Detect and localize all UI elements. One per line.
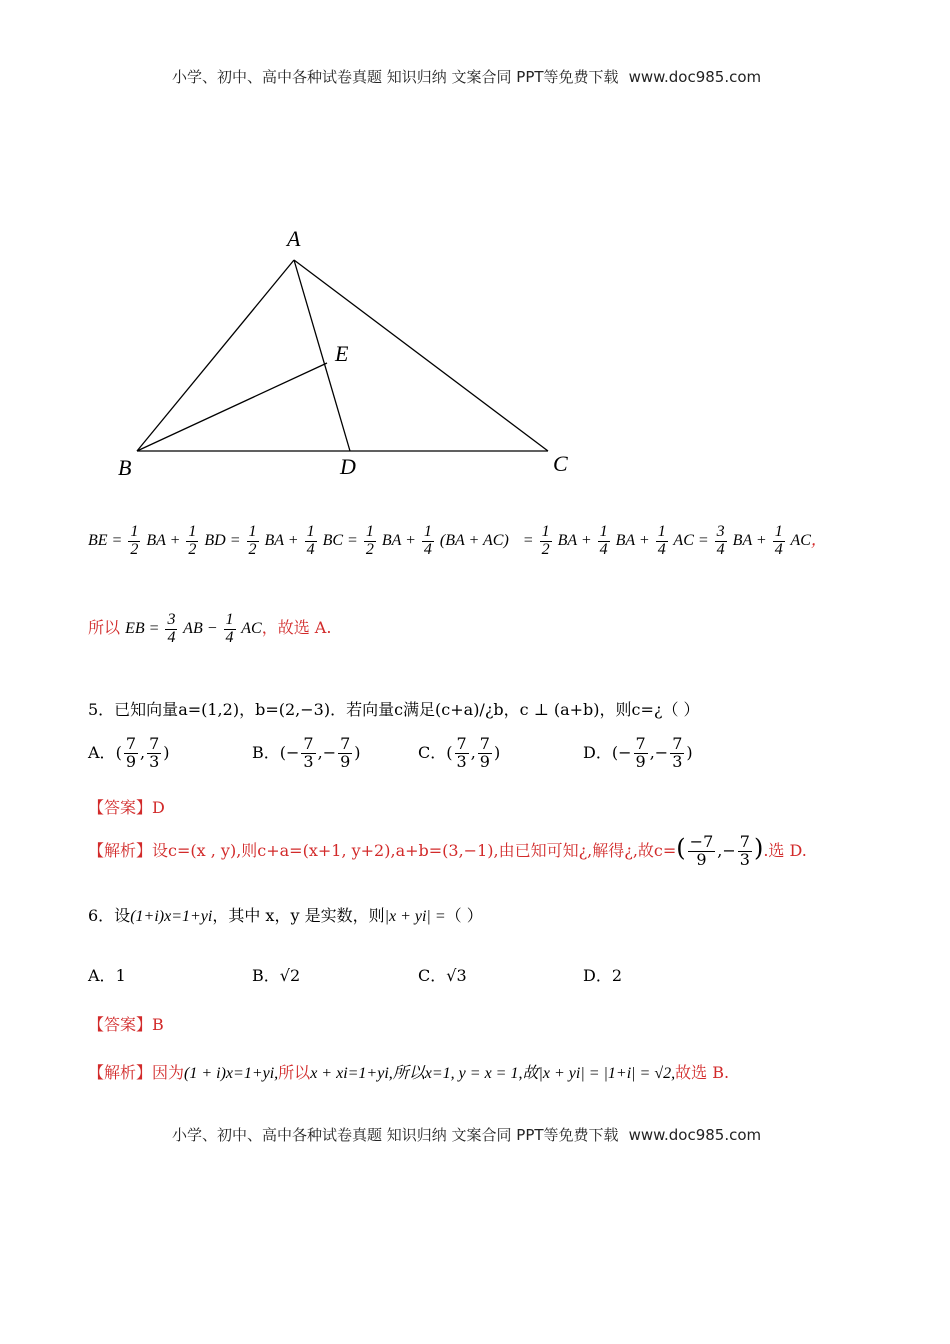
eq-term: BE =: [88, 531, 127, 549]
segment-AB: [137, 260, 294, 451]
analysis-text: 故选 B.: [675, 1063, 730, 1082]
label-A: A: [287, 226, 301, 251]
option-label: B．: [252, 966, 280, 985]
eq-term: BC =: [322, 531, 362, 549]
header-text: 小学、初中、高中各种试卷真题 知识归纳 文案合同 PPT等免费下载: [172, 68, 619, 86]
option-label: A．: [88, 742, 116, 762]
fraction: $\frac{1}{2}$: [541, 523, 550, 558]
analysis-text: 设c=(x , y),则c+a=(x+1, y+2),a+b=(3,−1),由已知可知¿,解得¿,故c=: [152, 841, 677, 860]
q6-paren: （ ）: [445, 906, 483, 925]
q6-number: 6．设: [88, 906, 131, 925]
eq-comma: ，: [810, 531, 827, 549]
eq-term: =: [522, 531, 534, 549]
eq-term: BA +: [146, 531, 185, 549]
option-label: C．: [418, 742, 447, 762]
footer-text: 小学、初中、高中各种试卷真题 知识归纳 文案合同 PPT等免费下载: [172, 1126, 619, 1144]
header-url[interactable]: www.doc985.com: [628, 68, 762, 86]
label-E: E: [335, 341, 349, 366]
conclusion-text: ，故选 A.: [261, 617, 332, 637]
option-value: √2: [279, 966, 301, 985]
analysis-text: 因为: [152, 1063, 185, 1082]
option-label: C．: [418, 966, 447, 985]
eq-term: BD =: [204, 531, 245, 549]
q6-option-d[interactable]: [583, 963, 622, 986]
fraction: $\frac{1}{2}$: [365, 523, 374, 558]
option-label: A．: [88, 966, 116, 985]
q6-abs-expression: |x + yi| =: [384, 908, 446, 925]
fraction: $\frac{3}{4}$: [716, 523, 725, 558]
option-label: D．: [583, 966, 612, 985]
q5-analysis: 【解析】设c=(x , y),则c+a=(x+1, y+2),a+b=(3,−1),由已知可知¿,解得¿,故c=( $\frac{-7}{9}$ ,− $\frac{7}{3}$ ).选 D.: [88, 832, 807, 869]
q5-text-b: b=(2,−3)．若向量: [255, 700, 395, 719]
q6-equation: (1+i)x=1+yi: [130, 908, 213, 925]
fraction: $\frac{1}{4}$: [225, 611, 234, 646]
fraction: $\frac{1}{4}$: [774, 523, 783, 558]
label-C: C: [553, 451, 568, 476]
segment-AC: [294, 260, 548, 451]
q5-option-b[interactable]: B．(− $\frac{7}{3}$ ,− $\frac{7}{9}$ ): [252, 734, 361, 771]
answer-label: 【答案】: [88, 798, 153, 817]
option-value: 2: [611, 966, 623, 985]
fraction: $\frac{1}{4}$: [306, 523, 315, 558]
q6-option-c[interactable]: [418, 963, 467, 986]
fraction: $\frac{1}{2}$: [188, 523, 197, 558]
footer-url[interactable]: www.doc985.com: [628, 1126, 762, 1144]
q5-text-c: c满足(c+a)/¿b，c ⊥ (a+b)，则c=¿（ ）: [394, 700, 700, 719]
q6-answer: [88, 1012, 164, 1035]
analysis-math: x + xi=1+yi,所以x=1, y = x = 1,故|x + yi| = |1+i| = √2,: [310, 1065, 676, 1082]
eq-term: AC: [790, 531, 811, 549]
fraction: $\frac{1}{4}$: [657, 523, 666, 558]
question-5: [88, 697, 700, 720]
page-header: [172, 66, 761, 87]
eq-term: (BA + AC): [439, 531, 509, 549]
option-value: 1: [115, 966, 126, 985]
label-D: D: [340, 454, 356, 479]
eq-term: BA +: [615, 531, 654, 549]
q5-option-d[interactable]: D．(− $\frac{7}{9}$ ,− $\frac{7}{3}$ ): [583, 734, 693, 771]
q5-option-c[interactable]: C．( $\frac{7}{3}$ , $\frac{7}{9}$ ): [418, 734, 501, 771]
fraction: $\frac{1}{4}$: [423, 523, 432, 558]
q5-number: 5．已知向量: [88, 700, 179, 719]
triangle-figure: [100, 220, 600, 490]
analysis-label: 【解析】: [88, 1063, 153, 1082]
eq-term: AB −: [183, 619, 222, 637]
eq-term: EB =: [125, 619, 164, 637]
eq-term: AC =: [673, 531, 713, 549]
analysis-label: 【解析】: [88, 841, 153, 860]
eq-term: BA +: [732, 531, 771, 549]
answer-value: D: [152, 798, 165, 817]
segment-BE: [137, 363, 327, 451]
option-label: D．: [583, 742, 612, 762]
q6-text: ，其中 x，y 是实数，则: [212, 906, 385, 925]
option-value: √3: [446, 966, 467, 985]
analysis-text: 所以: [278, 1063, 311, 1082]
eq-term: BA +: [381, 531, 420, 549]
analysis-end: .选 D.: [763, 841, 807, 860]
fraction: $\frac{1}{2}$: [248, 523, 257, 558]
label-B: B: [118, 455, 132, 480]
eq-term: BA +: [264, 531, 303, 549]
fraction: $\frac{1}{4}$: [599, 523, 608, 558]
answer-label: 【答案】: [88, 1015, 153, 1034]
page-footer: [172, 1124, 761, 1145]
solution-conclusion: [88, 612, 331, 647]
eq-term: BA +: [557, 531, 596, 549]
q6-option-a[interactable]: [88, 963, 126, 986]
so-label: 所以: [88, 617, 121, 637]
question-6: [88, 903, 483, 926]
q5-answer: [88, 795, 165, 818]
fraction: $\frac{3}{4}$: [167, 611, 176, 646]
q5-text-a: a=(1,2)，: [178, 700, 256, 719]
solution-equation-1: [88, 524, 827, 559]
analysis-math: (1 + i)x=1+yi,: [184, 1065, 279, 1082]
fraction: $\frac{1}{2}$: [130, 523, 139, 558]
q6-option-b[interactable]: [252, 963, 300, 986]
option-label: B．: [252, 742, 280, 762]
answer-value: B: [152, 1015, 164, 1034]
q6-analysis: [88, 1060, 729, 1083]
eq-term: AC: [241, 619, 262, 637]
q5-option-a[interactable]: A．( $\frac{7}{9}$ , $\frac{7}{3}$ ): [88, 734, 170, 771]
